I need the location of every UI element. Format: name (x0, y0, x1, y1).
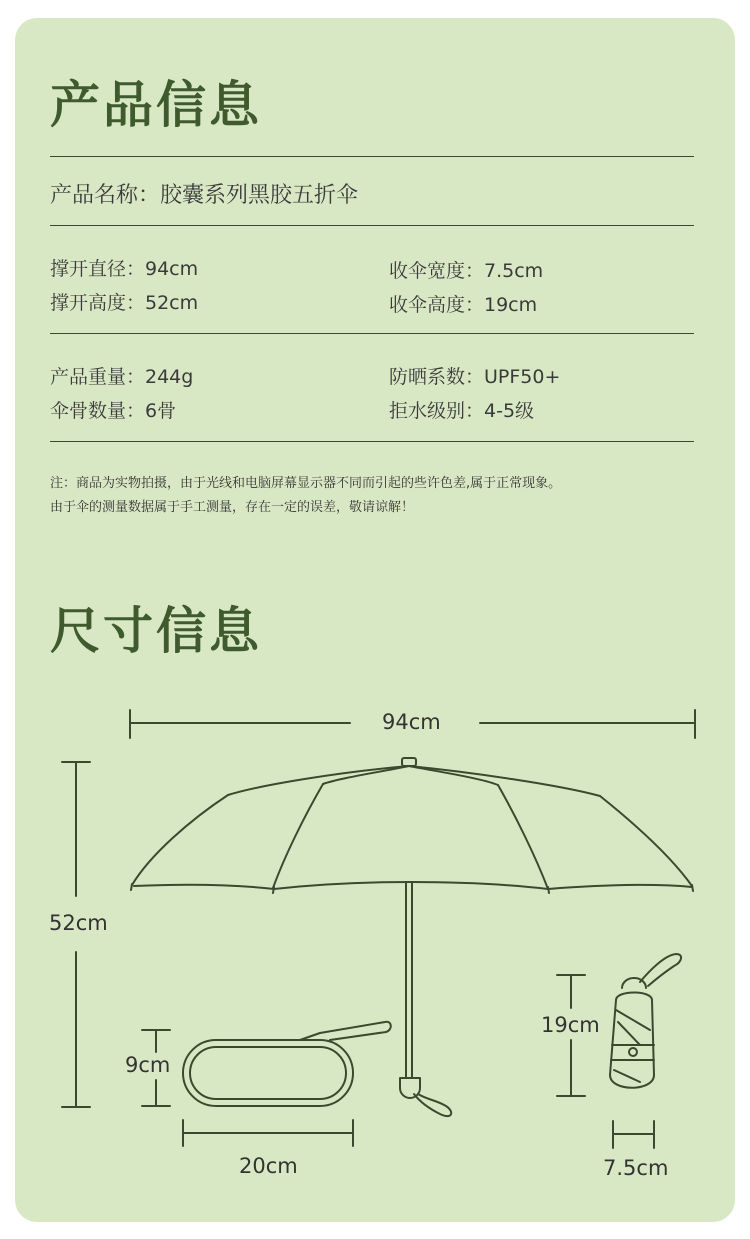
case-width-dimension-line (183, 1120, 353, 1146)
product-info-heading: 产品信息 (50, 75, 262, 134)
folded-width-label: 7.5cm (603, 1156, 669, 1180)
open-umbrella-illustration (131, 758, 693, 1116)
product-name: 产品名称：胶囊系列黑胶五折伞 (50, 183, 359, 208)
disclaimer-line-1: 注：商品为实物拍摄，由于光线和电脑屏幕显示器不同而引起的些许色差,属于正常现象。 (50, 476, 562, 491)
folded-height-label: 19cm (541, 1013, 600, 1037)
folded-width-dimension-line (613, 1121, 654, 1148)
open-height-label: 52cm (49, 911, 108, 935)
disclaimer-line-2: 由于伞的测量数据属于手工测量，存在一定的误差，敬请谅解！ (50, 500, 415, 515)
spec-ribs: 伞骨数量：6骨 (50, 400, 177, 422)
open-width-label: 94cm (382, 710, 441, 734)
case-width-label: 20cm (239, 1154, 298, 1178)
folded-umbrella-illustration (610, 954, 681, 1088)
spec-water-repellency: 拒水级别：4-5级 (389, 400, 535, 422)
spec-weight: 产品重量：244g (50, 366, 194, 388)
case-height-label: 9cm (125, 1053, 171, 1077)
size-info-heading: 尺寸信息 (50, 601, 262, 660)
spec-upf: 防晒系数：UPF50+ (389, 366, 561, 388)
capsule-case-illustration (183, 1022, 391, 1106)
spec-open-height: 撑开高度：52cm (50, 292, 199, 314)
spec-open-diameter: 撑开直径：94cm (50, 258, 199, 280)
spec-folded-height: 收伞高度：19cm (389, 294, 538, 316)
spec-folded-width: 收伞宽度：7.5cm (389, 260, 544, 282)
